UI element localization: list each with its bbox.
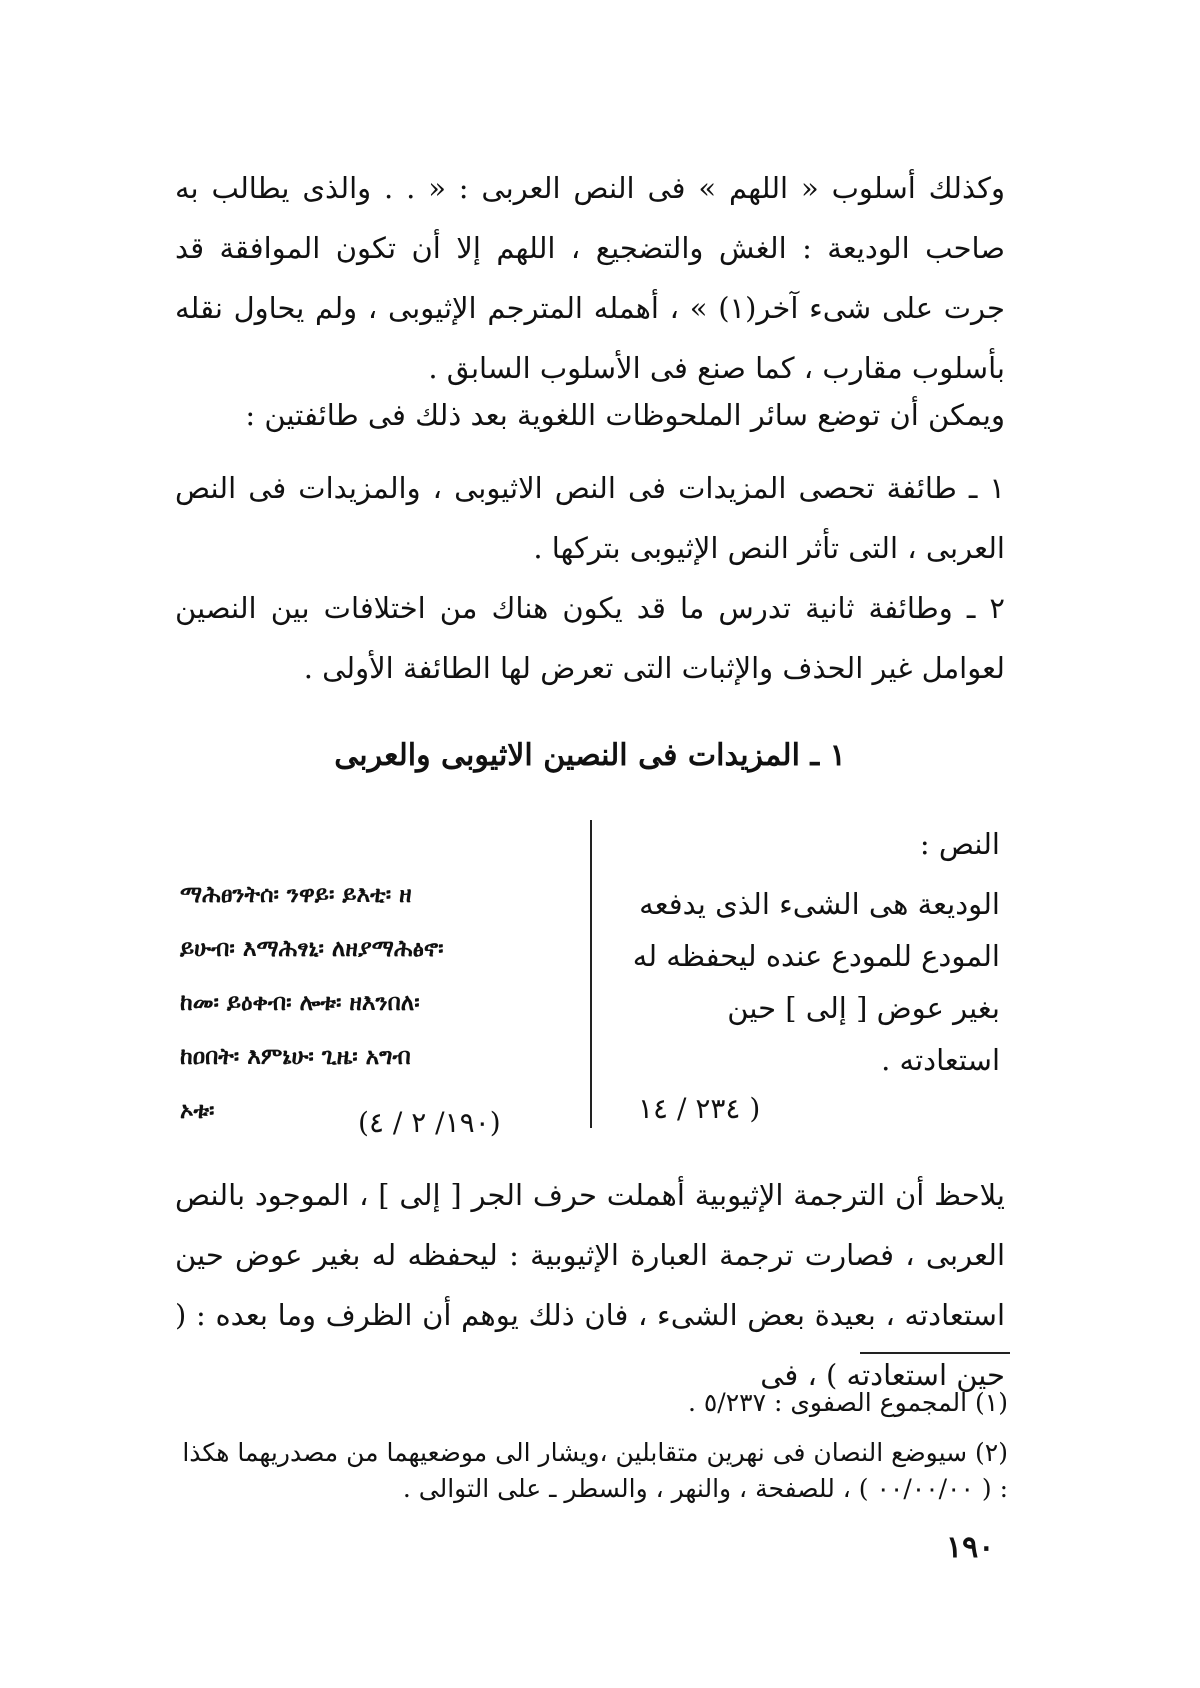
paragraph-4: ٢ ـ وطائفة ثانية تدرس ما قد يكون هناك من اختلافات بين النصين لعوامل غير الحذف والإثبات التى تعرض لها الطائفة الأولى . (175, 591, 1005, 685)
ethiopic-text-body: ማሕፀንትሰ፡ ንዋይ፡ ይእቲ፡ ዘ ይሁብ፡ እማሕፃኒ፡ ለዘያማሕፅኖ፡ ከመ፡ ይዕቀብ፡ ሎቱ፡ ዘእንበለ፡ ከዐበት፡ እምኔሁ፡ ጊዜ፡ አግብ ኦቱ፡ (180, 882, 444, 1124)
ethiopic-text-column (180, 868, 540, 1138)
footnote-divider (860, 1352, 1010, 1354)
arabic-text-column (630, 818, 1000, 1086)
paragraph-2: ويمكن أن توضع سائر الملحوظات اللغوية بعد ذلك فى طائفتين : (245, 398, 1005, 432)
arabic-text-label: النص : (919, 827, 1000, 861)
column-divider (590, 820, 592, 1128)
arabic-text-reference: ( ٢٣٤ / ١٤ (638, 1092, 761, 1125)
paragraph-3: ١ ـ طائفة تحصى المزيدات فى النص الاثيوبى ، والمزيدات فى النص العربى ، التى تأثر النص الإثيوبى بتركها . (175, 471, 1005, 565)
footnote-2: (٢) سيوضع النصان فى نهرين متقابلين ،ويشار الى موضعيهما من مصدريهما هكذا : ( ٠٠/٠٠/٠٠ ) ، للصفحة ، والنهر ، والسطر ـ على التوالى . (182, 1438, 1008, 1503)
footnote-1: (١) المجموع الصفوى : ٥/٢٣٧ . (687, 1388, 1008, 1417)
page-number: ١٩٠ (946, 1530, 995, 1565)
paragraph-5: يلاحظ أن الترجمة الإثيوبية أهملت حرف الجر [ إلى ] ، الموجود بالنص العربى ، فصارت ترجمة العبارة الإثيوبية : ليحفظه له بغير عوض حين استعادته ، بعيدة بعض الشىء ، فان ذلك يوهم أن الظرف وما بعده : ( حين استعادته ) ، فى (175, 1178, 1005, 1392)
arabic-text-body: الوديعة هى الشىء الذى يدفعه المودع للمودع عنده ليحفظه له بغير عوض [ إلى ] حين استعادته . (632, 887, 1000, 1077)
ethiopic-text-reference: (١٩٠/ ٢ / ٤) (358, 1106, 501, 1139)
paragraph-1: وكذلك أسلوب « اللهم » فى النص العربى : « . . والذى يطالب به صاحب الوديعة : الغش والتضجيع ، اللهم إلا أن تكون الموافقة قد جرت على شىء آخر(١) » ، أهمله المترجم الإثيوبى ، ولم يحاول نقله بأسلوب مقارب ، كما صنع فى الأسلوب السابق . (175, 171, 1005, 385)
section-heading: ١ ـ المزيدات فى النصين الاثيوبى والعربى (334, 738, 846, 773)
